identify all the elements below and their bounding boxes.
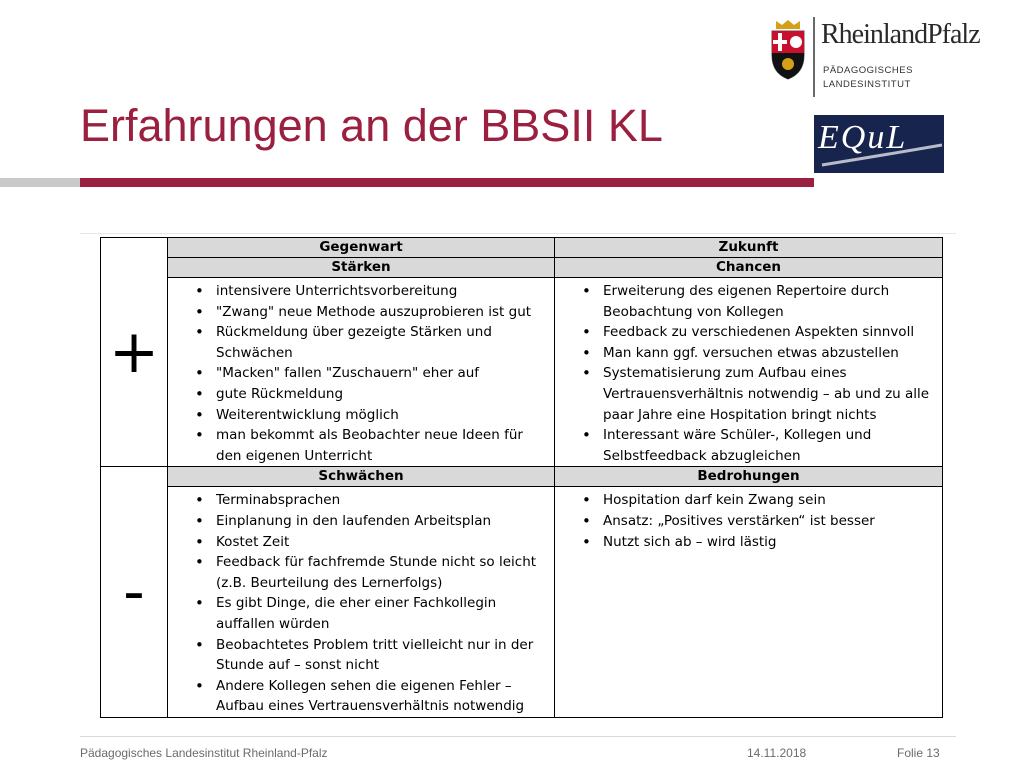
logo-divider (813, 17, 815, 97)
header-weaknesses: Schwächen (168, 467, 555, 487)
rlp-logo (767, 15, 980, 99)
list-item: • Feedback zu verschiedenen Aspekten sinnvoll (603, 322, 936, 343)
list-item: • "Macken" fallen "Zuschauern" eher auf (216, 363, 548, 384)
rlp-wordmark: RheinlandPfalz (821, 19, 980, 50)
coat-of-arms-icon (768, 19, 808, 81)
list-item: • Weiterentwicklung möglich (216, 405, 548, 426)
equl-logo (814, 115, 944, 173)
header-threats: Bedrohungen (555, 467, 943, 487)
footer-divider (80, 736, 956, 737)
list-item: • Es gibt Dinge, die eher einer Fachkollegin auffallen würden (216, 593, 548, 634)
header-future: Zukunft (555, 238, 943, 258)
list-item: • Ansatz: „Positives verstärken“ ist besser (603, 511, 936, 532)
weaknesses-list (168, 490, 554, 717)
list-item: • Nutzt sich ab – wird lästig (603, 532, 936, 553)
equl-wordmark: EQuL (818, 119, 908, 156)
list-item: • Man kann ggf. versuchen etwas abzustellen (603, 343, 936, 364)
slide-title: Erfahrungen an der BBSII KL (80, 100, 663, 151)
weaknesses-cell (168, 487, 555, 718)
table-subheader-row (101, 258, 943, 278)
list-item: • Beobachtetes Problem tritt vielleicht nur in der Stunde auf – sonst nicht (216, 635, 548, 676)
strengths-cell (168, 278, 555, 467)
rlp-sub-line-2: LANDESINSTITUT (823, 79, 911, 90)
plus-sign: + (101, 238, 168, 467)
swoosh-icon (814, 115, 944, 173)
list-item: • Erweiterung des eigenen Repertoire durch Beobachtung von Kollegen (603, 281, 936, 322)
footer-date: 14.11.2018 (747, 746, 807, 760)
list-item: • Andere Kollegen sehen die eigenen Fehler – Aufbau eines Vertrauensverhältnis notwendig (216, 676, 548, 717)
footer-organization: Pädagogisches Landesinstitut Rheinland-Pfalz (80, 746, 328, 760)
list-item: • Terminabsprachen (216, 490, 548, 511)
table-header-row (101, 238, 943, 258)
header-present: Gegenwart (168, 238, 555, 258)
list-item: • Rückmeldung über gezeigte Stärken und Schwächen (216, 322, 548, 363)
list-item: • Feedback für fachfremde Stunde nicht so leicht (z.B. Beurteilung des Lernerfolgs) (216, 552, 548, 593)
list-item: • man bekommt als Beobachter neue Ideen für den eigenen Unterricht (216, 425, 548, 466)
chances-list (555, 281, 942, 466)
list-item: • Interessant wäre Schüler-, Kollegen und Selbstfeedback abzugleichen (603, 425, 936, 466)
strengths-list (168, 281, 554, 466)
list-item: • intensivere Unterrichtsvorbereitung (216, 281, 548, 302)
list-item: • Systematisierung zum Aufbau eines Vertrauensverhältnis notwendig – ab und zu alle paar Jahre eine Hospitation bringt nichts (603, 363, 936, 425)
footer-slide-number: Folie 13 (897, 746, 940, 760)
list-item: • gute Rückmeldung (216, 384, 548, 405)
list-item: • Kostet Zeit (216, 532, 548, 553)
chances-cell (555, 278, 943, 467)
table-header-row-negative (101, 467, 943, 487)
title-bar-accent (80, 178, 814, 187)
list-item: • "Zwang" neue Methode auszuprobieren ist gut (216, 302, 548, 323)
table-row-positive (101, 278, 943, 467)
threats-cell (555, 487, 943, 718)
table-row-negative (101, 487, 943, 718)
content-separator (80, 233, 956, 234)
header-strengths: Stärken (168, 258, 555, 278)
list-item: • Einplanung in den laufenden Arbeitsplan (216, 511, 548, 532)
rlp-sub-line-1: PÄDAGOGISCHES (823, 65, 913, 76)
list-item: • Hospitation darf kein Zwang sein (603, 490, 936, 511)
title-bar-gray (0, 178, 80, 187)
threats-list (555, 490, 942, 552)
minus-sign: - (101, 467, 168, 718)
header-chances: Chancen (555, 258, 943, 278)
swot-table (100, 237, 943, 718)
